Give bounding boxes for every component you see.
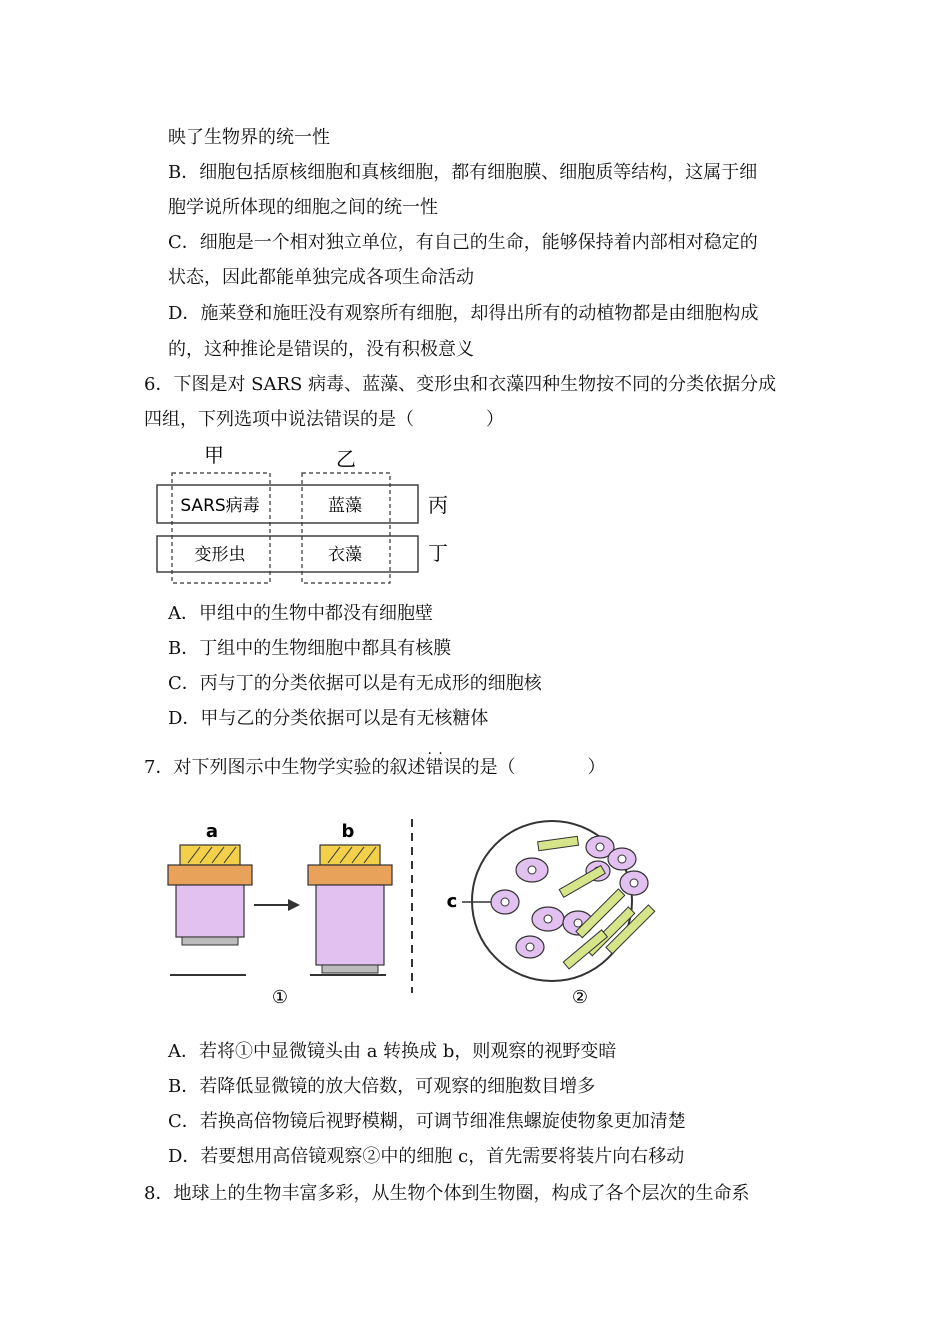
label-figure-1: ① [271, 987, 289, 1008]
q7-stem-emph: · · 错误 [425, 756, 461, 780]
q7-stem [144, 756, 605, 780]
text-line: 映了生物界的统一性 [168, 127, 330, 148]
q6-stem-line1: 6．下图是对 SARS 病毒、蓝藻、变形虫和衣藻四种生物按不同的分类依据分成 [144, 374, 777, 395]
cell-sars: SARS病毒 [180, 496, 260, 516]
text-line: C．细胞是一个相对独立单位，有自己的生命，能够保持着内部相对稳定的 [168, 232, 758, 253]
classification-diagram [150, 440, 460, 590]
objective-lens-b [308, 845, 392, 973]
q7-option-d: D．若要想用高倍镜观察②中的细胞 c，首先需要将装片向右移动 [168, 1146, 685, 1167]
q7-option-c: C．若换高倍物镜后视野模糊，可调节细准焦螺旋使物象更加清楚 [168, 1111, 686, 1132]
cell-yizao: 衣藻 [328, 545, 362, 565]
q6-option-a: A．甲组中的生物中都没有细胞壁 [168, 603, 433, 624]
q7-stem-after: 的是（ ） [461, 757, 606, 778]
arrow-head [288, 899, 300, 911]
q6-option-c: C．丙与丁的分类依据可以是有无成形的细胞核 [168, 673, 542, 694]
cell-bianxingchong: 变形虫 [194, 545, 246, 565]
label-ding: 丁 [428, 541, 448, 565]
label-figure-2: ② [571, 987, 589, 1008]
text-line: D．施莱登和施旺没有观察所有细胞，却得出所有的动植物都是由细胞构成 [168, 303, 759, 324]
cell-lanzao: 蓝藻 [328, 496, 362, 516]
group-yi-box [302, 473, 390, 583]
label-yi: 乙 [336, 447, 356, 471]
label-bing: 丙 [428, 493, 448, 517]
q6-option-d: D．甲与乙的分类依据可以是有无核糖体 [168, 708, 489, 729]
text-line: 的，这种推论是错误的，没有积极意义 [168, 339, 474, 360]
q6-option-b: B．丁组中的生物细胞中都具有核膜 [168, 638, 452, 659]
label-a: a [205, 821, 219, 842]
group-jia-box [172, 473, 270, 583]
q7-option-a: A．若将①中显微镜头由 a 转换成 b，则观察的视野变暗 [168, 1041, 617, 1062]
text-line: 状态，因此都能单独完成各项生命活动 [168, 267, 474, 288]
text-line: B．细胞包括原核细胞和真核细胞，都有细胞膜、细胞质等结构，这属于细 [168, 162, 758, 183]
label-jia: 甲 [204, 443, 224, 467]
q6-stem-line2: 四组，下列选项中说法错误的是（ ） [144, 409, 504, 430]
label-b: b [341, 821, 355, 842]
q7-stem-before: 7．对下列图示中生物学实验的叙述 [144, 757, 426, 778]
q7-option-b: B．若降低显微镜的放大倍数，可观察的细胞数目增多 [168, 1076, 596, 1097]
label-c: c [446, 891, 458, 912]
text-line: 胞学说所体现的细胞之间的统一性 [168, 197, 438, 218]
q8-stem-line1: 8．地球上的生物丰富多彩，从生物个体到生物圈，构成了各个层次的生命系 [144, 1183, 750, 1204]
microscope-figure [160, 815, 680, 1010]
objective-lens-a [168, 845, 252, 945]
